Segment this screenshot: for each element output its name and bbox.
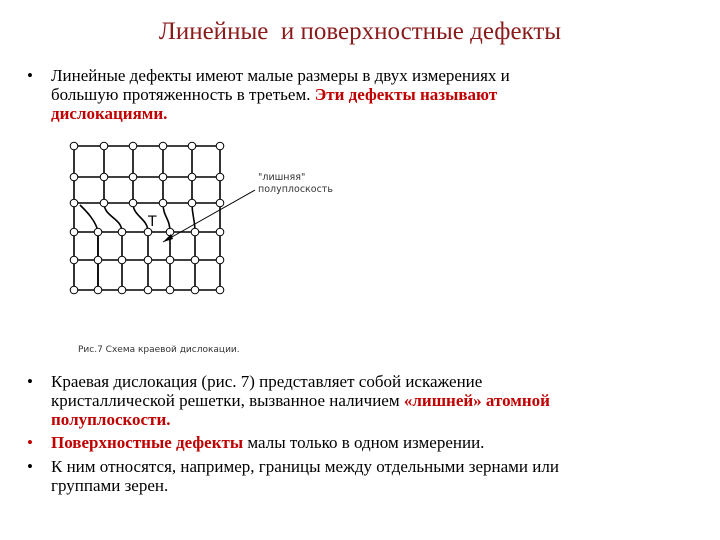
bullet-line [51, 410, 550, 429]
atom [94, 286, 102, 294]
atom [70, 256, 78, 264]
atom [129, 173, 137, 181]
atom [100, 199, 108, 207]
bullet-marker: • [27, 457, 33, 476]
atom [188, 142, 196, 150]
atom [70, 228, 78, 236]
bullet-line [51, 372, 550, 391]
bullet-line [51, 85, 510, 104]
bullet-line [51, 476, 559, 495]
text-segment: Эти дефекты называют [314, 85, 498, 104]
atom [166, 228, 174, 236]
atom [166, 256, 174, 264]
bullet-text [51, 433, 484, 452]
atom [94, 228, 102, 236]
atom [94, 256, 102, 264]
atom [188, 173, 196, 181]
atom [188, 199, 196, 207]
atom [191, 228, 199, 236]
half-plane-callout [258, 172, 333, 196]
callout-line-1: "лишняя" [258, 172, 306, 183]
callout-arrow-line [163, 190, 255, 242]
bullet-marker: • [27, 372, 33, 391]
atom [216, 142, 224, 150]
text-segment: малы только в одном измерении. [243, 433, 485, 452]
text-segment: кристаллической решетки, вызванное наличием [51, 391, 404, 410]
bullet-marker: • [27, 433, 33, 452]
text-segment: Краевая дислокация (рис. 7) представляет собой искажение [51, 372, 483, 391]
atom [129, 142, 137, 150]
bullet-line [51, 66, 510, 85]
edge-dislocation-diagram [60, 130, 260, 300]
dislocation-symbol: T [148, 214, 157, 230]
lattice-bent-plane [192, 203, 195, 232]
atom [216, 199, 224, 207]
text-segment: Линейные дефекты имеют малые размеры в двух измерениях и [51, 66, 510, 85]
atom [159, 199, 167, 207]
bullet-line [51, 104, 510, 123]
text-segment: «лишней» атомной [403, 391, 550, 410]
bullet-text [51, 372, 550, 429]
atom [118, 286, 126, 294]
atom [144, 256, 152, 264]
atom [191, 286, 199, 294]
bullet-marker: • [27, 66, 33, 85]
callout-line-2: полуплоскость [258, 184, 333, 195]
bullet-line [51, 433, 484, 452]
atom [70, 286, 78, 294]
atom [159, 142, 167, 150]
text-segment: группами зерен. [51, 476, 169, 495]
bullet-line [51, 457, 559, 476]
atom [70, 199, 78, 207]
atom [216, 228, 224, 236]
bullet-text [51, 66, 510, 123]
text-segment: К ним относятся, например, границы между отдельными зернами или [51, 457, 559, 476]
text-segment: полуплоскости. [51, 410, 171, 429]
figure-caption: Рис.7 Схема краевой дислокации. [78, 345, 240, 355]
atom [70, 142, 78, 150]
lattice-bent-plane [104, 203, 122, 232]
text-segment: дислокациями. [51, 104, 168, 123]
bullet-line [51, 391, 550, 410]
lattice-bent-plane [133, 203, 148, 232]
lattice-bent-plane [163, 203, 170, 232]
atom [216, 173, 224, 181]
bullet-text [51, 457, 559, 495]
atom [100, 173, 108, 181]
atom [118, 228, 126, 236]
atom [216, 256, 224, 264]
atom [166, 286, 174, 294]
atom [100, 142, 108, 150]
atom [70, 173, 78, 181]
text-segment: Поверхностные дефекты [51, 433, 244, 452]
atom [159, 173, 167, 181]
atom [118, 256, 126, 264]
atom [144, 286, 152, 294]
text-segment: большую протяженность в третьем. [51, 85, 315, 104]
atom [129, 199, 137, 207]
extra-half-plane-end [80, 205, 98, 232]
slide-title: Линейные и поверхностные дефекты [158, 18, 562, 45]
atom [216, 286, 224, 294]
atom [191, 256, 199, 264]
